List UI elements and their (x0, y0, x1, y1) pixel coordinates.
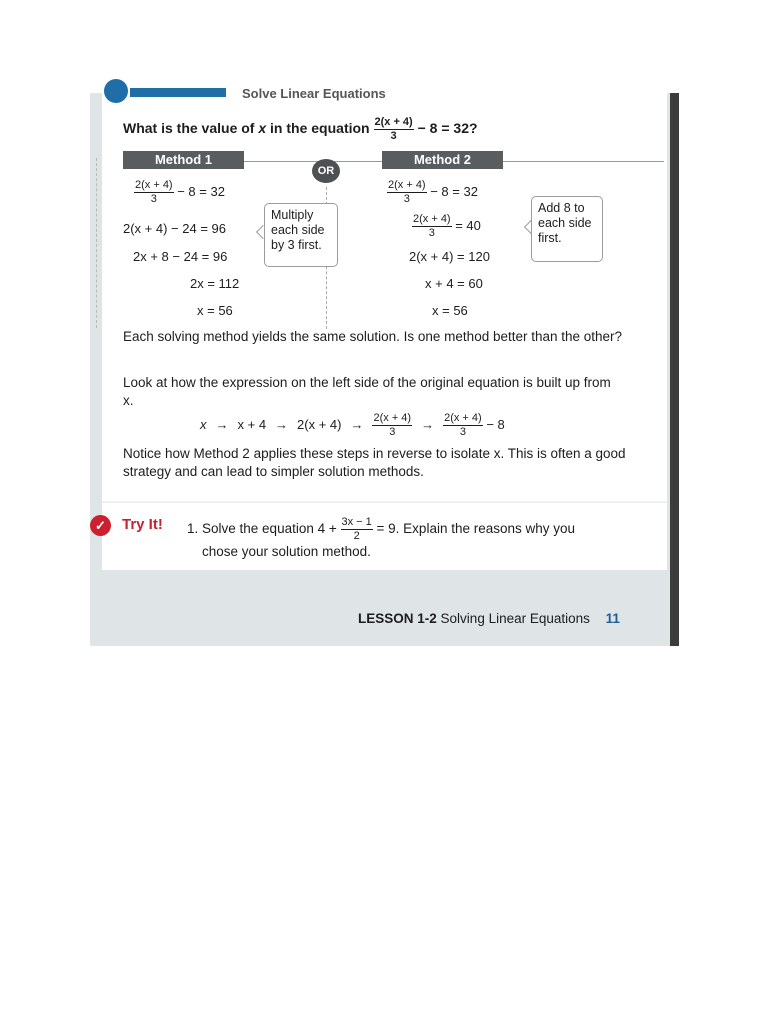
question-prefix: What is the value of (123, 120, 259, 137)
footer-lesson: LESSON 1-2 (358, 611, 437, 626)
method2-step-1 (387, 180, 478, 205)
method2-tab: Method 2 (382, 151, 503, 169)
fraction-denominator: 3 (390, 130, 397, 142)
fraction-numerator: 2(x + 4) (374, 116, 413, 128)
margin-dashed-line (96, 158, 97, 328)
method1-step1-rest: − 8 = 32 (173, 183, 225, 199)
book-spine-edge (670, 93, 679, 646)
method1-tab: Method 1 (123, 151, 244, 169)
question-var: x (258, 120, 267, 137)
method2-step2-fraction (412, 214, 452, 239)
fraction-denominator: 3 (389, 426, 396, 438)
fraction-numerator: 3x − 1 (341, 516, 372, 528)
fraction-numerator: 2(x + 4) (444, 412, 482, 424)
example-card (102, 86, 667, 570)
chain-term: 2(x + 4) (297, 416, 342, 432)
method2-step-4: x + 4 = 60 (425, 276, 483, 291)
footer-title: Solving Linear Equations (440, 611, 590, 626)
question (123, 117, 478, 142)
fraction-denominator: 3 (150, 193, 157, 205)
try-it-problem (187, 517, 575, 561)
or-badge: OR (312, 159, 340, 183)
example-label-bar (130, 88, 226, 97)
chain-fraction (372, 413, 412, 438)
try-it-pre: 1. Solve the equation 4 + (187, 521, 341, 537)
method2-step-2 (412, 214, 481, 239)
try-it-check-icon: ✓ (90, 515, 111, 536)
page-footer (358, 611, 620, 626)
try-it-fraction (341, 517, 373, 542)
method1-step-5: x = 56 (197, 303, 233, 318)
question-mid: in the equation (266, 120, 374, 137)
method2-step2-rest: = 40 (451, 217, 481, 233)
try-it-line-2: chose your solution method. (202, 544, 371, 559)
fraction-denominator: 2 (353, 530, 360, 542)
chain-arrow: → (350, 416, 364, 432)
chain-term: x (200, 416, 207, 432)
paragraph-built-up: Look at how the expression on the left side of the original equation is built up from x. (123, 375, 611, 408)
method2-step1-rest: − 8 = 32 (426, 183, 478, 199)
callout-line: Add 8 to (538, 201, 585, 215)
callout-line: first. (538, 231, 562, 245)
try-it-label: Try It! (122, 516, 163, 533)
chain-fraction (443, 413, 483, 438)
chain-term: x + 4 (237, 416, 267, 432)
paragraph-reverse-steps: Notice how Method 2 applies these steps in reverse to isolate x. This is often a good strategy and can lead to simpler solution methods. (123, 446, 626, 479)
fraction-numerator: 2(x + 4) (373, 412, 412, 424)
try-it-line-1 (187, 517, 575, 542)
chain-arrow: → (275, 416, 289, 432)
chain-arrow: → (215, 416, 229, 432)
callout-line: Multiply (271, 208, 314, 222)
callout-line: each side (271, 223, 325, 237)
fraction-numerator: 2(x + 4) (135, 179, 173, 191)
try-it-post: = 9. Explain the reasons why you (372, 521, 576, 537)
expression-build-chain (200, 413, 505, 438)
method1-step-1 (134, 180, 225, 205)
method2-callout (531, 196, 603, 262)
fraction-denominator: 3 (403, 193, 410, 205)
method1-step-3: 2x + 8 − 24 = 96 (133, 249, 228, 264)
chain-term: − 8 (482, 416, 505, 432)
fraction-denominator: 3 (459, 426, 466, 438)
method1-step-2: 2(x + 4) − 24 = 96 (123, 221, 226, 236)
method2-step-3: 2(x + 4) = 120 (409, 249, 490, 264)
page-number: 11 (605, 611, 620, 626)
paragraph-same-solution: Each solving method yields the same solution. Is one method better than the other? (123, 329, 623, 344)
method2-step1-fraction (387, 180, 427, 205)
fraction-numerator: 2(x + 4) (413, 213, 451, 225)
method1-step1-fraction (134, 180, 174, 205)
callout-line: by 3 first. (271, 238, 322, 252)
example-title: Solve Linear Equations (242, 86, 386, 101)
question-suffix: − 8 = 32? (413, 120, 478, 137)
method2-step-5: x = 56 (432, 303, 468, 318)
method1-step-4: 2x = 112 (190, 276, 240, 291)
example-header (102, 86, 691, 101)
fraction-denominator: 3 (428, 227, 435, 239)
example-number-badge (104, 79, 128, 103)
fraction-numerator: 2(x + 4) (388, 179, 426, 191)
chain-arrow: → (421, 416, 435, 432)
question-fraction (374, 117, 414, 142)
callout-line: each side (538, 216, 592, 230)
method1-callout (264, 203, 338, 267)
section-divider (102, 501, 667, 503)
textbook-page-scan (90, 86, 679, 646)
